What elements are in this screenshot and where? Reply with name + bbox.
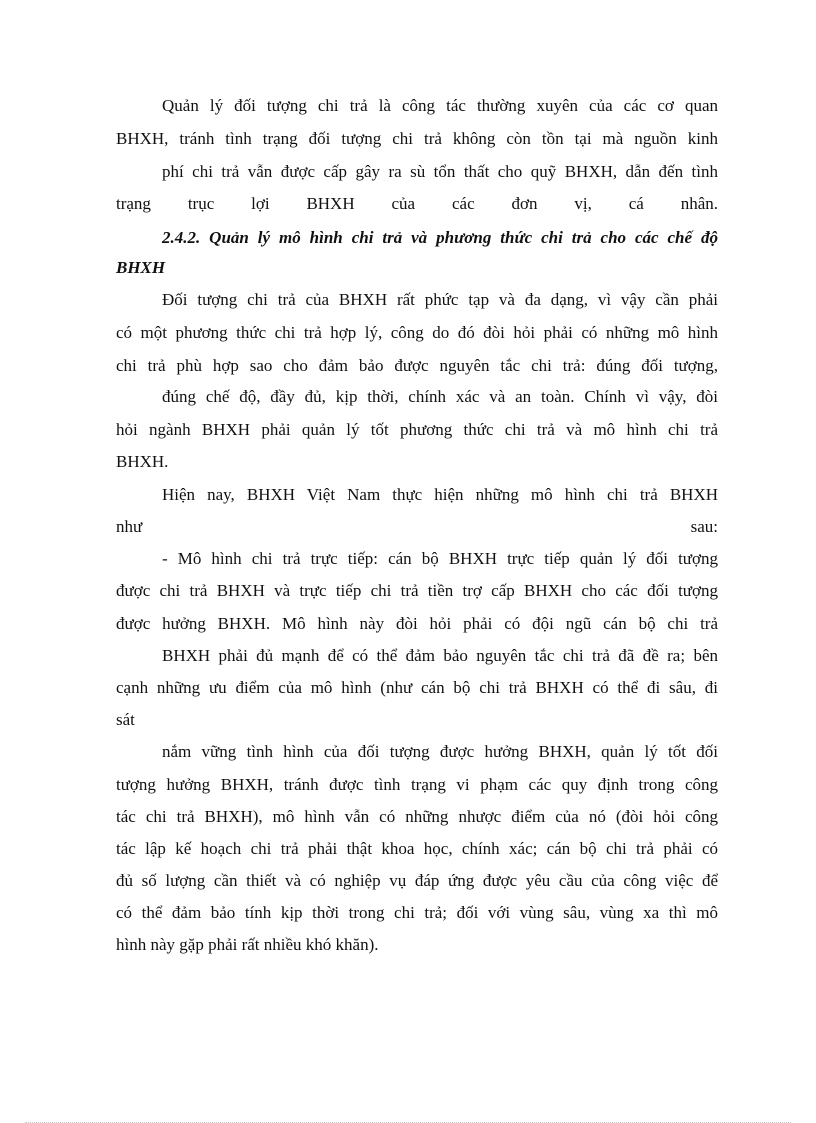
text-line: - Mô hình chi trả trực tiếp: cán bộ BHXH trực tiếp quản lý đối tượng [162,549,718,568]
text-line: được hưởng BHXH. Mô hình này đòi hỏi phải có đội ngũ cán bộ chi trả [116,614,718,633]
text-line: có thể đảm bảo tính kịp thời trong chi trả; đối với vùng sâu, vùng xa thì mô [116,903,718,922]
text-line: tác chi trả BHXH), mô hình vẫn có những nhược điểm của nó (đòi hỏi công [116,807,718,826]
text-line: nắm vững tình hình của đối tượng được hưởng BHXH, quản lý tốt đối [162,742,718,761]
text-line: hỏi ngành BHXH phải quản lý tốt phương thức chi trả và mô hình chi trả [116,420,718,439]
text-line: như sau: [116,517,718,536]
text-line: Quản lý đối tượng chi trả là công tác thường xuyên của các cơ quan [162,96,718,115]
text-line: có một phương thức chi trả hợp lý, công do đó đòi hỏi phải có những mô hình [116,323,718,342]
text-line: đúng chế độ, đầy đủ, kịp thời, chính xác và an toàn. Chính vì vậy, đòi [162,387,718,406]
text-line: Đối tượng chi trả của BHXH rất phức tạp và đa dạng, vì vậy cần phải [162,290,718,309]
text-line: phí chi trả vẫn được cấp gây ra sù tổn thất cho quỹ BHXH, dẫn đến tình [162,162,718,181]
text-line: sát [116,710,135,729]
text-line: BHXH, tránh tình trạng đối tượng chi trả không còn tồn tại mà nguồn kinh [116,129,718,148]
section-heading: 2.4.2. Quản lý mô hình chi trả và phương thức chi trả cho các chế độ [162,228,718,247]
text-line: tác lập kế hoạch chi trả phải thật khoa học, chính xác; cán bộ chi trả phải có [116,839,718,858]
text-line: đủ số lượng cần thiết và có nghiệp vụ đáp ứng được yêu cầu của công việc để [116,871,718,890]
text-line: Hiện nay, BHXH Việt Nam thực hiện những mô hình chi trả BHXH [162,485,718,504]
text-line: chi trả phù hợp sao cho đảm bảo được nguyên tắc chi trả: đúng đối tượng, [116,356,718,375]
text-line: BHXH. [116,452,169,471]
text-line: trạng trục lợi BHXH của các đơn vị, cá nhân. [116,194,718,213]
text-line: hình này gặp phải rất nhiều khó khăn). [116,935,379,954]
section-heading-continued: BHXH [116,258,166,277]
text-line: cạnh những ưu điểm của mô hình (như cán bộ chi trả BHXH có thể đi sâu, đi [116,678,718,697]
text-line: được chi trả BHXH và trực tiếp chi trả tiền trợ cấp BHXH cho các đối tượng [116,581,718,600]
text-line: BHXH phải đủ mạnh để có thể đảm bảo nguyên tắc chi trả đã đề ra; bên [162,646,718,665]
text-line: tượng hưởng BHXH, tránh được tình trạng vi phạm các quy định trong công [116,775,718,794]
